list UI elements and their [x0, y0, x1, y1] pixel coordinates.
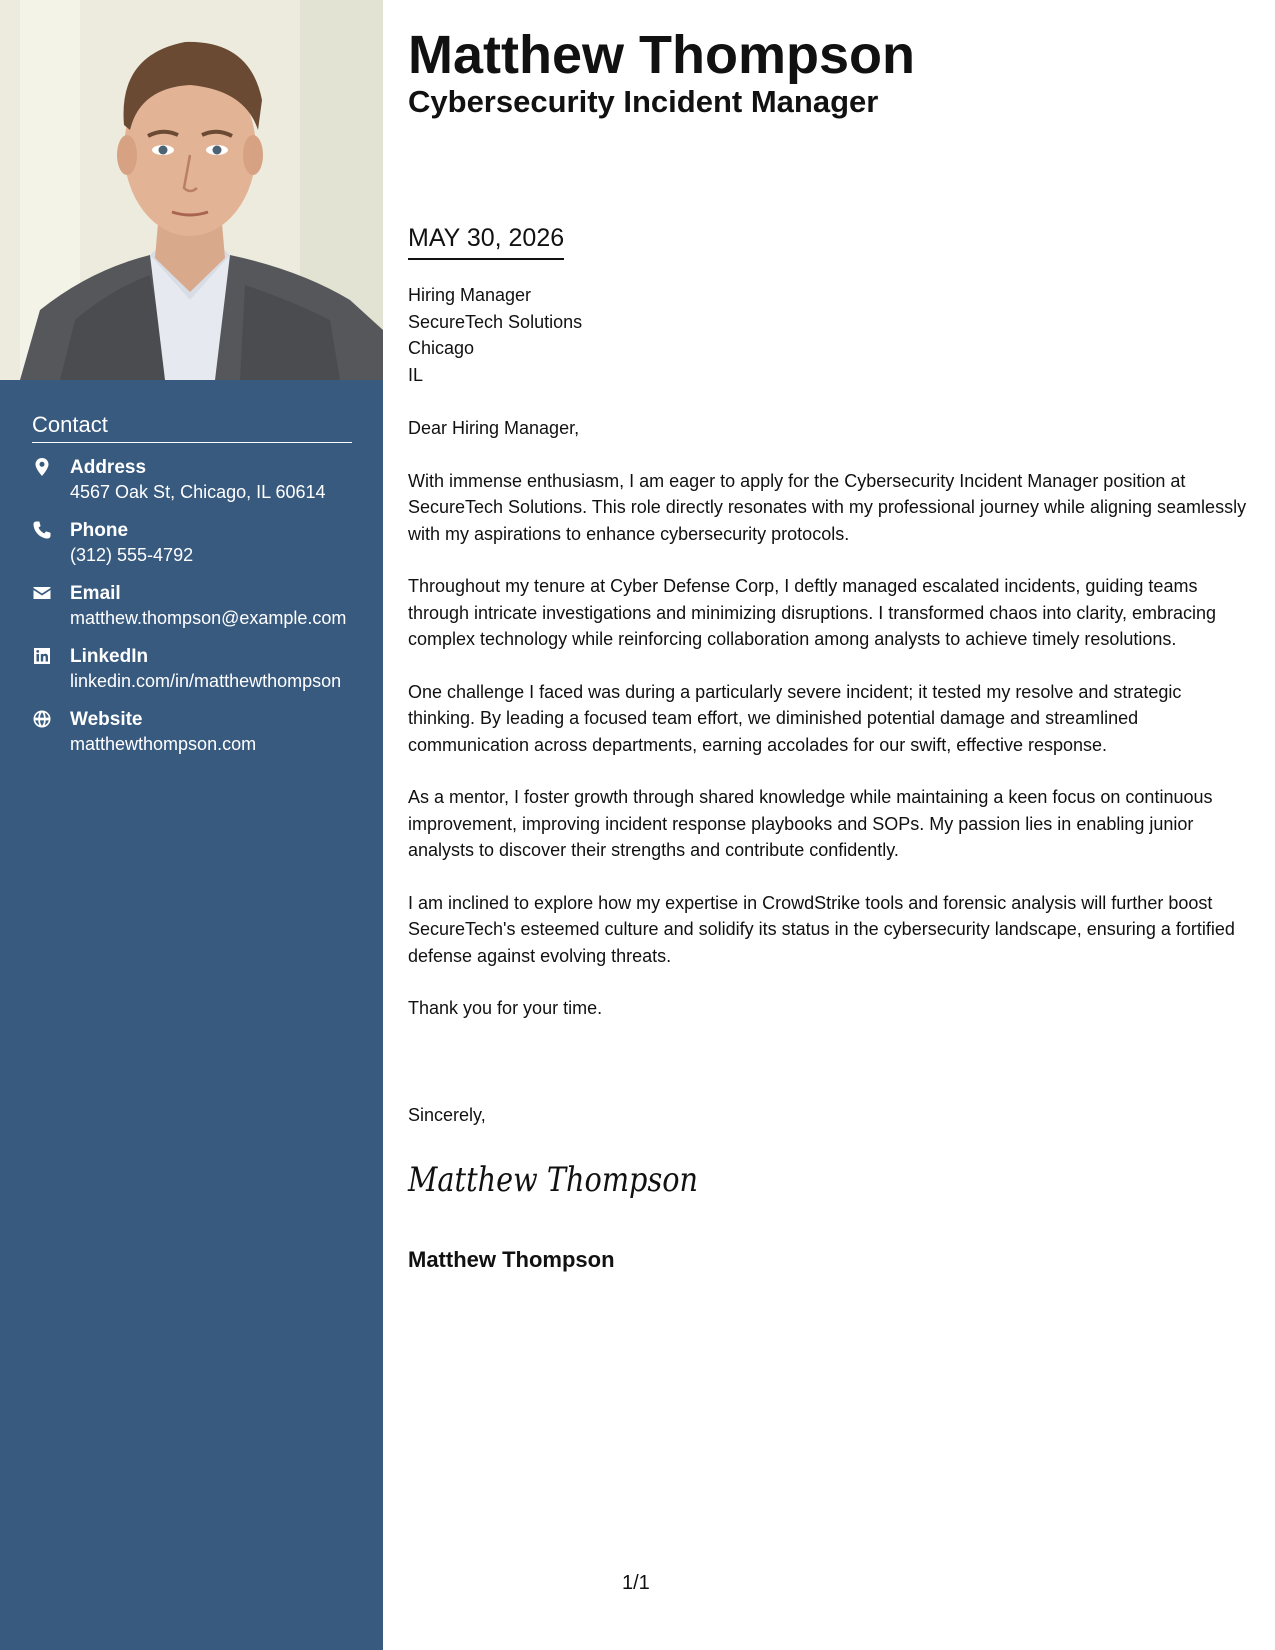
closing: Sincerely,: [408, 1105, 486, 1125]
email-value[interactable]: matthew.thompson@example.com: [70, 608, 347, 628]
linkedin-icon: [32, 644, 70, 694]
contact-label: LinkedIn: [70, 646, 149, 667]
linkedin-value[interactable]: linkedin.com/in/matthewthompson: [70, 671, 342, 691]
recipient-line: Chicago: [408, 338, 475, 358]
letter-paragraph: One challenge I faced was during a particularly severe incident; it tested my resolve and strategic thinking. By leading a focused team effort, we diminished potential damage and streamlined communication across departments, earning accolades for our swift, effective response.: [408, 681, 1182, 755]
recipient-line: SecureTech Solutions: [408, 311, 583, 332]
sidebar: [0, 0, 383, 1650]
applicant-name: Matthew Thompson: [408, 25, 915, 85]
recipient-line: IL: [408, 364, 424, 385]
contact-linkedin: [32, 644, 352, 694]
letter-paragraph: As a mentor, I foster growth through shared knowledge while maintaining a keen focus on continuous improvement, improving incident response playbooks and SOPs. My passion lies in enabling junior analysts to discover their strengths and contribute confidently.: [408, 787, 1213, 860]
thanks-line: Thank you for your time.: [408, 998, 603, 1018]
contact-label: Address: [70, 457, 147, 478]
letter-paragraph: I am inclined to explore how my expertise in CrowdStrike tools and forensic analysis will further boost SecureTech's esteemed culture and solidify its status in the cybersecurity landscape, ensuring a fortified defense against evolving threats.: [408, 892, 1235, 966]
contact-label: Email: [70, 583, 121, 604]
contact-phone: [32, 518, 352, 568]
letter-paragraph: With immense enthusiasm, I am eager to apply for the Cybersecurity Incident Manager position at SecureTech Solutions. This role directly resonates with my professional journey while aligning seamlessly with my aspirations to enhance cybersecurity protocols.: [408, 470, 1247, 544]
phone-icon: [32, 518, 70, 568]
contact-label: Phone: [70, 520, 129, 541]
handwritten-signature: [407, 1155, 698, 1205]
map-pin-icon: [32, 455, 70, 505]
signed-name: Matthew Thompson: [408, 1247, 615, 1272]
page-number: 1/1: [622, 1572, 650, 1594]
contact-website: [32, 707, 352, 757]
phone-value: (312) 555-4792: [70, 545, 194, 565]
recipient-block: [408, 282, 582, 388]
globe-icon: [32, 707, 70, 757]
contact-email: [32, 581, 352, 631]
contact-address: [32, 455, 352, 505]
job-title: Cybersecurity Incident Manager: [408, 84, 879, 119]
letter-text: [408, 415, 1248, 1048]
recipient-line: Hiring Manager: [408, 285, 532, 305]
address-value: 4567 Oak St, Chicago, IL 60614: [70, 482, 326, 502]
envelope-icon: [32, 581, 70, 631]
website-value[interactable]: matthewthompson.com: [70, 734, 257, 754]
salutation: Dear Hiring Manager,: [408, 418, 580, 438]
letter-paragraph: Throughout my tenure at Cyber Defense Corp, I deftly managed escalated incidents, guiding teams through intricate investigations and minimizing disruptions. I transformed chaos into clarity, embracing complex technology while reinforcing collaboration among analysts to achieve timely resolutions.: [408, 576, 1217, 649]
contact-label: Website: [70, 709, 143, 730]
contact-heading: Contact: [32, 412, 352, 443]
contact-section: [32, 412, 352, 770]
svg-text:Matthew Thompson: Matthew Thompson: [407, 1160, 698, 1200]
profile-photo: [0, 0, 383, 380]
letter-date: MAY 30, 2026: [408, 222, 564, 260]
